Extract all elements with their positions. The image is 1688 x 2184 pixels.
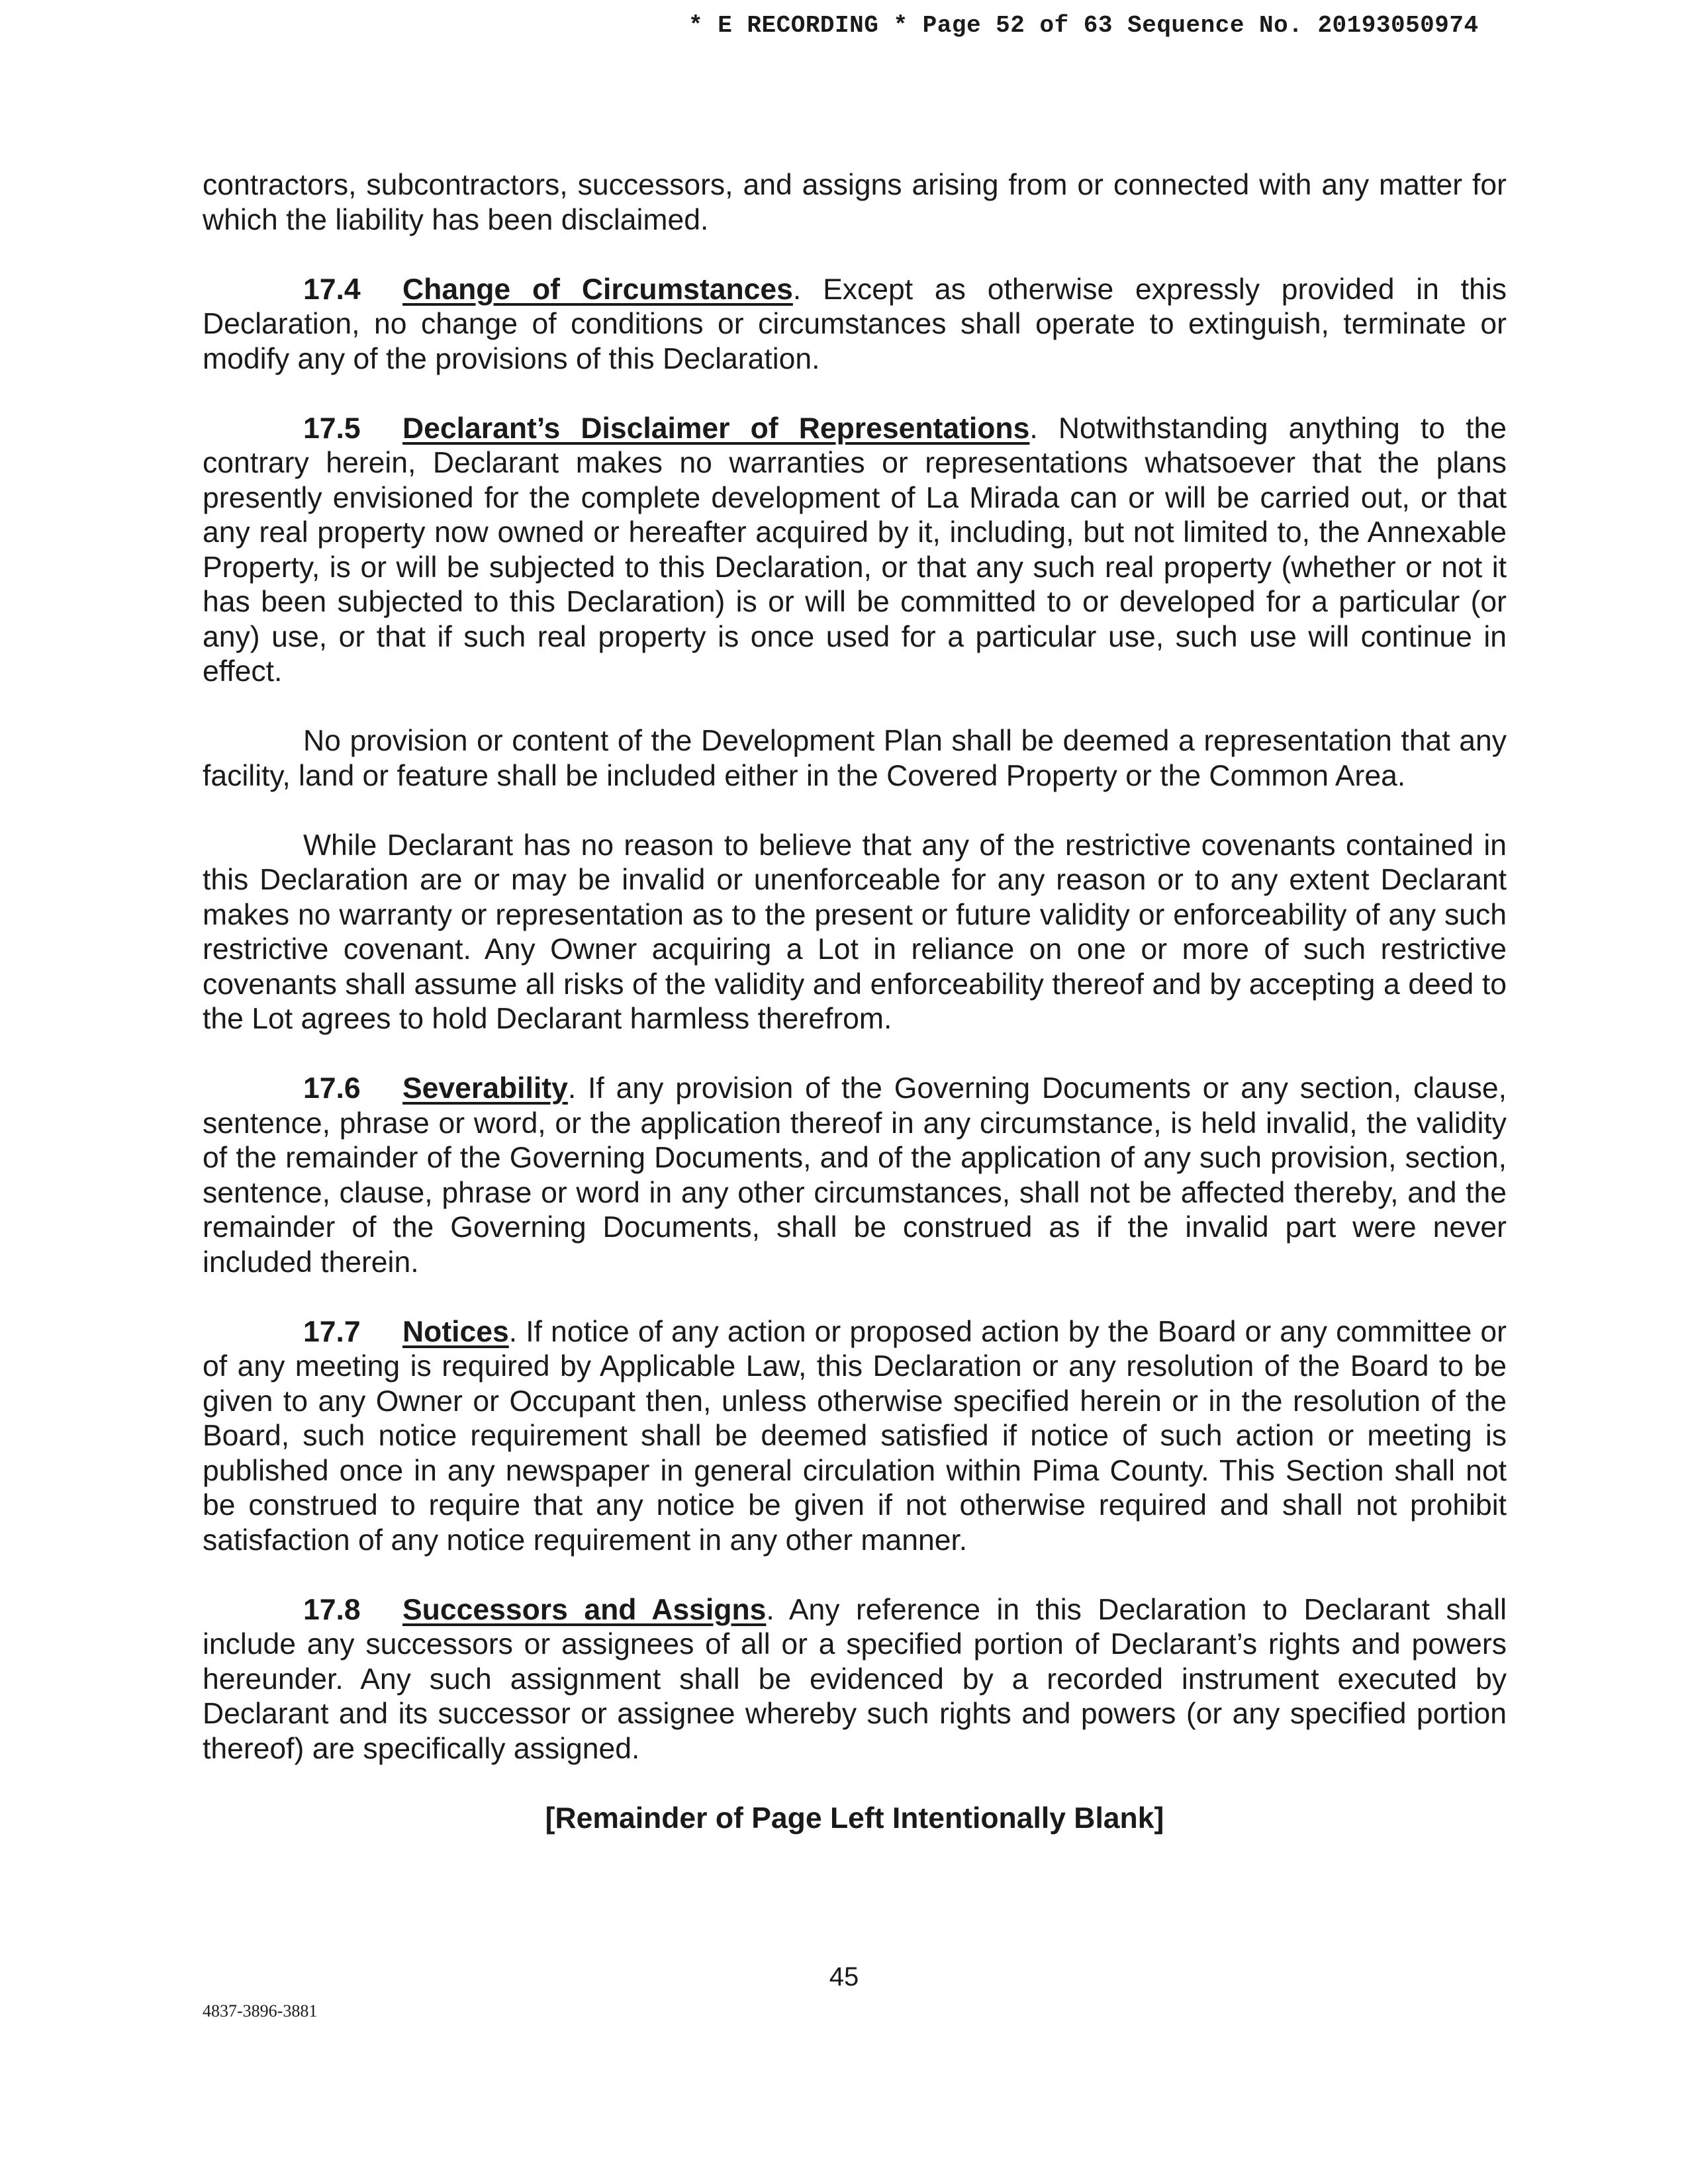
section-17-8 [203, 1593, 1507, 1767]
section-text: . If any provision of the Governing Documents or any section, clause, sentence, phrase or word, or the application thereof in any circumstance, is held invalid, the validity of the remainder of the Governing Documents, and of the application of any such provision, section, sentence, clause, phrase or word in any other circumstances, shall not be affected thereby, and the remainder of the Governing Documents, shall be construed as if the invalid part were never included therein. [203, 1072, 1507, 1279]
section-text: . Notwithstanding anything to the contrary herein, Declarant makes no warranties or representations whatsoever that the plans presently envisioned for the complete development of La Mirada can or will be carried out, or that any real property now owned or hereafter acquired by it, including, but not limited to, the Annexable Property, is or will be subjected to this Declaration, or that any such real property (whether or not it has been subjected to this Declaration) is or will be committed to or developed for a particular (or any) use, or that if such real property is once used for a particular use, such use will continue in effect. [203, 412, 1507, 688]
document-id: 4837-3896-3881 [203, 2001, 318, 2021]
paragraph-development-plan: No provision or content of the Development Plan shall be deemed a representation that any facility, land or feature shall be included either in the Covered Property or the Common Area. [203, 725, 1507, 792]
recording-header: * E RECORDING * Page 52 of 63 Sequence No. 20193050974 [688, 12, 1479, 39]
section-17-4 [203, 273, 1507, 377]
section-number: 17.6 [303, 1072, 361, 1105]
section-17-7 [203, 1315, 1507, 1559]
section-title: Successors and Assigns [402, 1593, 767, 1626]
document-body [203, 168, 1507, 1871]
section-17-5 [203, 412, 1507, 690]
section-number: 17.4 [303, 273, 361, 306]
paragraph-continuation: contractors, subcontractors, successors, and assigns arising from or connected with any matter for which the liability has been disclaimed. [203, 169, 1507, 236]
section-number: 17.5 [303, 412, 361, 445]
paragraph-restrictive-covenants: While Declarant has no reason to believe that any of the restrictive covenants contained in this Declaration are or may be invalid or unenforceable for any reason or to any extent Declarant makes no warranty or representation as to the present or future validity or enforceability of any such restrictive covenant. Any Owner acquiring a Lot in reliance on one or more of such restrictive covenants shall assume all risks of the validity and enforceability thereof and by accepting a deed to the Lot agrees to hold Declarant harmless therefrom. [203, 829, 1507, 1035]
remainder-blank-note: [Remainder of Page Left Intentionally Blank] [545, 1801, 1164, 1835]
section-title: Declarant’s Disclaimer of Representations [402, 412, 1030, 445]
section-number: 17.7 [303, 1315, 361, 1348]
section-17-6 [203, 1071, 1507, 1280]
section-title: Severability [402, 1072, 568, 1105]
section-title: Notices [402, 1315, 509, 1348]
section-text: . Except as otherwise expressly provided in this Declaration, no change of conditions or circumstances shall operate to extinguish, terminate or modify any of the provisions of this Declaration. [203, 273, 1507, 375]
page-number: 45 [829, 1962, 859, 1991]
section-text: . If notice of any action or proposed action by the Board or any committee or of any meeting is required by Applicable Law, this Declaration or any resolution of the Board to be given to any Owner or Occupant then, unless otherwise specified herein or in the resolution of the Board, such notice requirement shall be deemed satisfied if notice of such action or meeting is published once in any newspaper in general circulation within Pima County. This Section shall not be construed to require that any notice be given if not otherwise required and shall not prohibit satisfaction of any notice requirement in any other manner. [203, 1315, 1507, 1557]
section-text: . Any reference in this Declaration to Declarant shall include any successors or assignees of all or a specified portion of Declarant’s rights and powers hereunder. Any such assignment shall be evidenced by a recorded instrument executed by Declarant and its successor or assignee whereby such rights and powers (or any specified portion thereof) are specifically assigned. [203, 1593, 1507, 1765]
section-title: Change of Circumstances [402, 273, 793, 306]
section-number: 17.8 [303, 1593, 361, 1626]
